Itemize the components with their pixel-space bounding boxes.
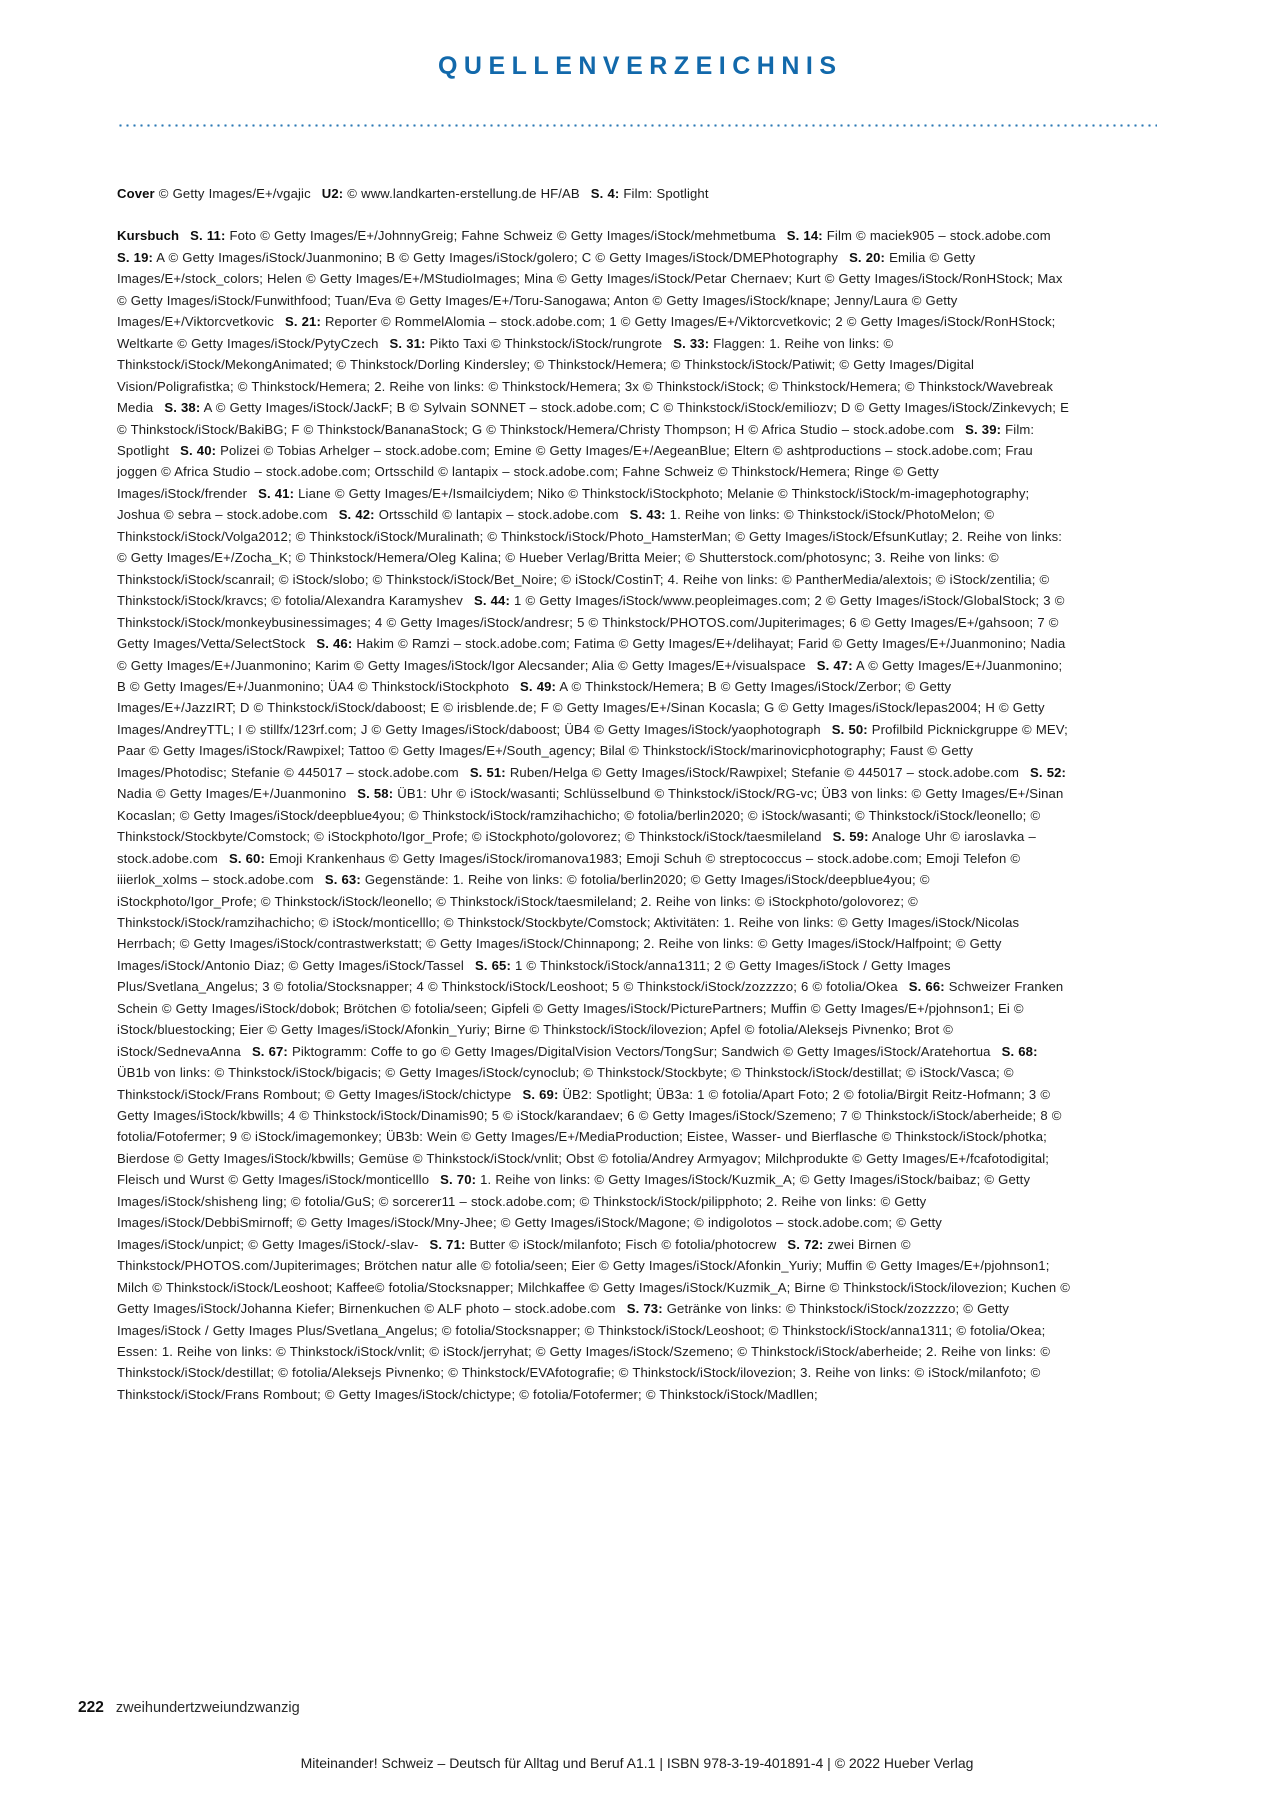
- header-divider: [117, 124, 1157, 127]
- page-number: 222: [78, 1699, 104, 1716]
- page-number-word: zweihundertzweiundzwanzig: [115, 1700, 300, 1716]
- credits-text-kursbuch: S. 11: Foto © Getty Images/E+/JohnnyGreig; Fahne Schweiz © Getty Images/iStock/mehmetbuma S. 14: Film © maciek905 – stock.adobe.comS. 19: A © Getty Images/iStock/Juanmonino; B © Getty Images/iStock/golero; C © Getty Images/iStock/DMEPhotography S. 20: Emilia © Getty Images/E+/stock_colors; Helen © Getty Images/E+/MStudioImages; Mina © Getty Images/iStock/Petar Chernaev; Kurt © Getty Images/iStock/RonHStock; Max © Getty Images/iStock/Funwithfood; Tuan/Eva © Getty Images/E+/Toru-Sanogawa; Anton © Getty Images/iStock/knape; Jenny/Laura © Getty Images/E+/Viktorcvetkovic S. 21: Reporter © RommelAlomia – stock.adobe.com; 1 © Getty Images/E+/Viktorcvetkovic; 2 © Getty Images/iStock/RonHStock; Weltkarte © Getty Images/iStock/PytyCzech S. 31: Pikto Taxi © Thinkstock/iStock/rungrote S. 33: Flaggen: 1. Reihe von links: © Thinkstock/iStock/MekongAnimated; © Thinkstock/Dorling Kindersley; © Thinkstock/Hemera; © Thinkstock/iStock/Patiwit; © Getty Images/Digital Vision/Poligrafistka; © Thinkstock/Hemera; 2. Reihe von links: © Thinkstock/Hemera; 3x © Thinkstock/iStock; © Thinkstock/Hemera; © Thinkstock/Wavebreak Media S. 38: A © Getty Images/iStock/JackF; B © Sylvain SONNET – stock.adobe.com; C © Thinkstock/iStock/emiliozv; D © Getty Images/iStock/Zinkevych; E © Thinkstock/iStock/BakiBG; F © Thinkstock/BananaStock; G © Thinkstock/Hemera/Christy Thompson; H © Africa Studio – stock.adobe.com S. 39: Film: Spotlight S. 40: Polizei © Tobias Arhelger – stock.adobe.com; Emine © Getty Images/E+/AegeanBlue; Eltern © ashtproductions – stock.adobe.com; Frau joggen © Africa Studio – stock.adobe.com; Ortsschild © lantapix – stock.adobe.com; Fahne Schweiz © Thinkstock/Hemera; Ringe © Getty Images/iStock/frender S. 41: Liane © Getty Images/E+/Ismailciydem; Niko © Thinkstock/iStockphoto; Melanie © Thinkstock/iStock/m-imagephotography; Joshua © sebra – stock.adobe.com S. 42: Ortsschild © lantapix – stock.adobe.com S. 43: 1. Reihe von links: © Thinkstock/iStock/PhotoMelon; © Thinkstock/iStock/Volga2012; © Thinkstock/iStock/Muralinath; © Thinkstock/iStock/Photo_HamsterMan; © Getty Images/iStock/EfsunKutlay; 2. Reihe von links: © Getty Images/E+/Zocha_K; © Thinkstock/Hemera/Oleg Kalina; © Hueber Verlag/Britta Meier; © Shutterstock.com/photosync; 3. Reihe von links: © Thinkstock/iStock/scanrail; © iStock/slobo; © Thinkstock/iStock/Bet_Noire; © iStock/CostinT; 4. Reihe von links: © PantherMedia/alextois; © iStock/zentilia; © Thinkstock/iStock/kravcs; © fotolia/Alexandra Karamyshev S. 44: 1 © Getty Images/iStock/www.peopleimages.com; 2 © Getty Images/iStock/GlobalStock; 3 © Thinkstock/iStock/monkeybusinessimages; 4 © Getty Images/iStock/andresr; 5 © Thinkstock/PHOTOS.com/Jupiterimages; 6 © Getty Images/E+/gahsoon; 7 © Getty Images/Vetta/SelectStock S. 46: Hakim © Ramzi – stock.adobe.com; Fatima © Getty Images/E+/delihayat; Farid © Getty Images/E+/Juanmonino; Nadia © Getty Images/E+/Juanmonino; Karim © Getty Images/iStock/Igor Alecsander; Alia © Getty Images/E+/visualspace S. 47: A © Getty Images/E+/Juanmonino; B © Getty Images/E+/Juanmonino; ÜA4 © Thinkstock/iStockphoto S. 49: A © Thinkstock/Hemera; B © Getty Images/iStock/Zerbor; © Getty Images/E+/JazzIRT; D © Thinkstock/iStock/daboost; E © irisblende.de; F © Getty Images/E+/Sinan Kocasla; G © Getty Images/iStock/lepas2004; H © Getty Images/AndreyTTL; I © stillfx/123rf.com; J © Getty Images/iStock/daboost; ÜB4 © Getty Images/iStock/yaophotograph S. 50: Profilbild Picknickgruppe © MEV; Paar © Getty Images/iStock/Rawpixel; Tattoo © Getty Images/E+/South_agency; Bilal © Thinkstock/iStock/marinovicphotography; Faust © Getty Images/Photodisc; Stefanie © 445017 – stock.adobe.com S. 51: Ruben/Helga © Getty Images/iStock/Rawpixel; Stefanie © 445017 – stock.adobe.com S. 52: Nadia © Getty Images/E+/Juanmonino S. 58: ÜB1: Uhr © iStock/wasanti; Schlüsselbund © Thinkstock/iStock/RG-vc; ÜB3 von links: © Getty Images/E+/Sinan Kocaslan; © Getty Images/iStock/deepblue4you; © Thinkstock/iStock/ramzihachicho; © fotolia/berlin2020; © iStock/wasanti; © Thinkstock/iStock/leonello; © Thinkstock/Stockbyte/Comstock; © iStockphoto/Igor_Profe; © iStockphoto/golovorez; © Thinkstock/iStock/taesmileland S. 59: Analoge Uhr © iaroslavka – stock.adobe.com S. 60: Emoji Krankenhaus © Getty Images/iStock/iromanova1983; Emoji Schuh © streptococcus – stock.adobe.com; Emoji Telefon © iiierlok_xolms – stock.adobe.com S. 63: Gegenstände: 1. Reihe von links: © fotolia/berlin2020; © Getty Images/iStock/deepblue4you; © iStockphoto/Igor_Profe; © Thinkstock/iStock/leonello; © Thinkstock/iStock/taesmileland; 2. Reihe von links: © iStockphoto/golovorez; © Thinkstock/iStock/ramzihachicho; © iStock/monticelllo; © Thinkstock/Stockbyte/Comstock; Aktivitäten: 1. Reihe von links: © Getty Images/iStock/Nicolas Herrbach; © Getty Images/iStock/contrastwerkstatt; © Getty Images/iStock/Chinnapong; 2. Reihe von links: © Getty Images/iStock/Halfpoint; © Getty Images/iStock/Antonio Diaz; © Getty Images/iStock/Tassel S. 65: 1 © Thinkstock/iStock/anna1311; 2 © Getty Images/iStock / Getty Images Plus/Svetlana_Angelus; 3 © fotolia/Stocksnapper; 4 © Thinkstock/iStock/Leoshoot; 5 © Thinkstock/iStock/zozzzzo; 6 © fotolia/Okea S. 66: Schweizer Franken Schein © Getty Images/iStock/dobok; Brötchen © fotolia/seen; Gipfeli © Getty Images/iStock/PicturePartners; Muffin © Getty Images/E+/pjohnson1; Ei © iStock/bluestocking; Eier © Getty Images/iStock/Afonkin_Yuriy; Birne © Thinkstock/iStock/ilovezion; Apfel © fotolia/Aleksejs Pivnenko; Brot © iStock/SednevaAnna S. 67: Piktogramm: Coffe to go © Getty Images/DigitalVision Vectors/TongSur; Sandwich © Getty Images/iStock/Aratehortua S. 68: ÜB1b von links: © Thinkstock/iStock/bigacis; © Getty Images/iStock/cynoclub; © Thinkstock/Stockbyte; © Thinkstock/iStock/destillat; © iStock/Vasca; © Thinkstock/iStock/Frans Rombout; © Getty Images/iStock/chictype S. 69: ÜB2: Spotlight; ÜB3a: 1 © fotolia/Apart Foto; 2 © fotolia/Birgit Reitz-Hofmann; 3 © Getty Images/iStock/kbwills; 4 © Thinkstock/iStock/Dinamis90; 5 © iStock/karandaev; 6 © Getty Images/iStock/Szemeno; 7 © Thinkstock/iStock/aberheide; 8 © fotolia/Fotofermer; 9 © iStock/imagemonkey; ÜB3b: Wein © Getty Images/E+/MediaProduction; Eistee, Wasser- und Bierflasche © Thinkstock/iStock/photka; Bierdose © Getty Images/iStock/kbwills; Gemüse © Thinkstock/iStock/vnlit; Obst © fotolia/Andrey Armyagov; Milchprodukte © Getty Images/E+/fcafotodigital; Fleisch und Wurst © Getty Images/iStock/monticelllo S. 70: 1. Reihe von links: © Getty Images/iStock/Kuzmik_A; © Getty Images/iStock/baibaz; © Getty Images/iStock/shisheng ling; © fotolia/GuS; © sorcerer11 – stock.adobe.com; © Thinkstock/iStock/pilipphoto; 2. Reihe von links: © Getty Images/iStock/DebbiSmirnoff; © Getty Images/iStock/Mny-Jhee; © Getty Images/iStock/Magone; © indigolotos – stock.adobe.com; © Getty Images/iStock/unpict; © Getty Images/iStock/-slav- S. 71: Butter © iStock/milanfoto; Fisch © fotolia/photocrew S. 72: zwei Birnen © Thinkstock/PHOTOS.com/Jupiterimages; Brötchen natur alle © fotolia/seen; Eier © Getty Images/iStock/Afonkin_Yuriy; Muffin © Getty Images/E+/pjohnson1; Milch © Thinkstock/iStock/Leoshoot; Kaffee© fotolia/Stocksnapper; Milchkaffee © Getty Images/iStock/Kuzmik_A; Birne © Thinkstock/iStock/ilovezion; Kuchen © Getty Images/iStock/Johanna Kiefer; Birnenkuchen © ALF photo – stock.adobe.com S. 73: Getränke von links: © Thinkstock/iStock/zozzzzo; © Getty Images/iStock / Getty Images Plus/Svetlana_Angelus; © fotolia/Stocksnapper; © Thinkstock/iStock/Leoshoot; © Thinkstock/iStock/anna1311; © fotolia/Okea; Essen: 1. Reihe von links: © Thinkstock/iStock/vnlit; © iStock/jerryhat; © Getty Images/iStock/Szemeno; © Thinkstock/iStock/aberheide; 2. Reihe von links: © Thinkstock/iStock/destillat; © fotolia/Aleksejs Pivnenko; © Thinkstock/EVAfotografie; © Thinkstock/iStock/ilovezion; 3. Reihe von links: © iStock/milanfoto; © Thinkstock/iStock/Frans Rombout; © Getty Images/iStock/chictype; © fotolia/Fotofermer; © Thinkstock/iStock/Madllen;: [117, 228, 1071, 1402]
- credits-content: [117, 183, 1072, 1405]
- page-title: QUELLENVERZEICHNIS: [437, 52, 843, 80]
- page-header: [0, 52, 1274, 81]
- page-footer: [78, 1699, 1198, 1717]
- imprint-line: Miteinander! Schweiz – Deutsch für Alltag und Beruf A1.1 | ISBN 978-3-19-401891-4 | © 2022 Hueber Verlag: [300, 1755, 974, 1771]
- credits-paragraph-kursbuch: [117, 225, 1072, 1405]
- credits-text-cover: © Getty Images/E+/vgajic U2: © www.landkarten-erstellung.de HF/AB S. 4: Film: Spotlight: [154, 186, 709, 201]
- credits-label-cover: Cover: [117, 186, 155, 201]
- credits-paragraph-cover: [117, 183, 1072, 204]
- folio: [78, 1699, 1198, 1717]
- credits-label-kursbuch: Kursbuch: [117, 228, 180, 244]
